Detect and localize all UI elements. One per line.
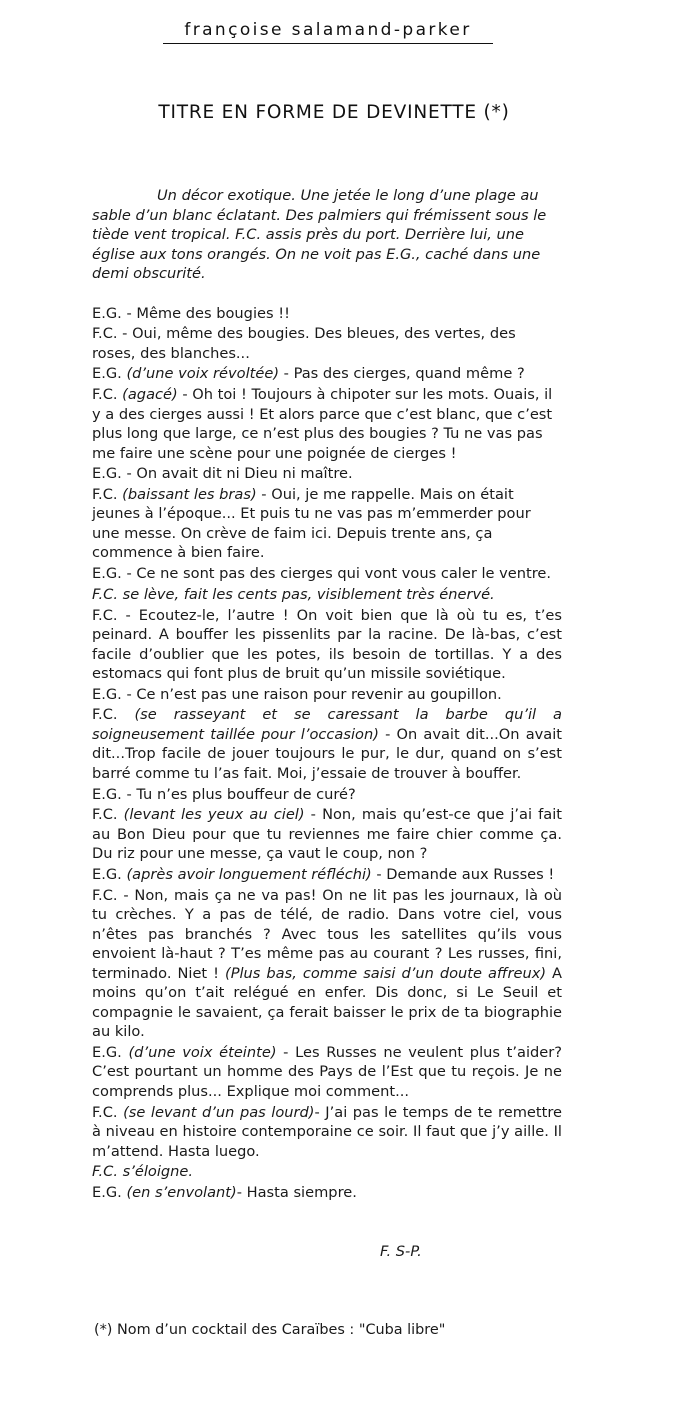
stage-direction-text: F.C. se lève, fait les cents pas, visiblement très énervé. xyxy=(92,585,495,603)
aside: (d’une voix éteinte) xyxy=(128,1043,277,1061)
line-text: - Les Russes ne veulent plus t’aider? C’est pourtant un homme des Pays de l’Est que tu reçois. Je ne comprends plus... Explique moi comment... xyxy=(92,1043,562,1100)
speaker: E.G. xyxy=(92,865,122,883)
page-title: TITRE EN FORME DE DEVINETTE (*) xyxy=(158,102,510,123)
line-text: - Même des bougies !! xyxy=(121,304,290,322)
speaker: E.G. xyxy=(92,1183,122,1201)
dialogue-line xyxy=(92,464,562,484)
line-text: - Hasta siempre. xyxy=(236,1183,357,1201)
line-text: - Ecoutez-le, l’autre ! On voit bien que là où tu es, t’es peinard. A bouffer les pissenlits par la racine. De là-bas, c’est facile d’oublier que les potes, ils besoin de tortillas. Y a des estomacs qui font plus de bruit qu’un missile soviétique. xyxy=(92,606,562,682)
dialogue-line xyxy=(92,564,562,584)
line-text: - Oui, je me rappelle. Mais on était jeunes à l’époque... Et puis tu ne vas pas m’emmerder pour une messe. On crève de faim ici. Depuis trente ans, ça commence à bien faire. xyxy=(92,485,531,562)
line-text: - Non, mais ça ne va pas! On ne lit pas les journaux, là où tu crèches. Y a pas de télé, de radio. Dans votre ciel, vous n’êtes pas branchés ? Avec tous les satellites qu’ils vous envoient là-haut ? T’es même pas au courant ? Les russes, fini, terminado. Niet ! xyxy=(92,886,562,982)
dialogue-line xyxy=(92,865,562,885)
stage-direction-text: F.C. s’éloigne. xyxy=(92,1163,194,1181)
opening-stage-direction xyxy=(92,186,562,284)
speaker: F.C. xyxy=(92,386,118,404)
line-text: - Demande aux Russes ! xyxy=(371,865,555,883)
dialogue-line xyxy=(92,485,562,563)
aside: (se rasseyant et se caressant la barbe qu’il a soigneusement taillée pour l’occasion) xyxy=(92,706,562,743)
aside: (baissant les bras) xyxy=(122,485,257,503)
stage-direction-line xyxy=(92,585,562,605)
speaker: E.G. xyxy=(92,304,122,322)
line-text: - On avait dit ni Dieu ni maître. xyxy=(121,465,353,483)
dialogue-line xyxy=(92,685,562,705)
speaker: E.G. xyxy=(92,685,122,703)
dialogue-line xyxy=(92,785,562,805)
dialogue-line xyxy=(92,886,562,1042)
dialogue-line xyxy=(92,1103,562,1162)
speaker: F.C. xyxy=(92,806,118,824)
dialogue-line xyxy=(92,364,562,384)
aside: (en s’envolant) xyxy=(126,1183,237,1201)
line-text: - J’ai pas le temps de te remettre à niveau en histoire contemporaine ce soir. Il faut que j’y aille. Il m’attend. Hasta luego. xyxy=(92,1103,563,1160)
line-text: - On avait dit...On avait dit...Trop facile de jouer toujours le pur, le dur, quand on s’est barré comme tu l’as fait. Moi, j’essaie de trouver à bouffer. xyxy=(92,725,562,782)
stage-direction-line xyxy=(92,1162,562,1182)
line-text: - Oui, même des bougies. Des bleues, des vertes, des roses, des blanches... xyxy=(92,325,516,362)
dialogue-line xyxy=(92,324,562,363)
line-text: - Pas des cierges, quand même ? xyxy=(279,365,525,383)
speaker: F.C. xyxy=(92,485,118,503)
dialogue-line xyxy=(92,1183,562,1203)
speaker: E.G. xyxy=(92,365,122,383)
dialogue-line xyxy=(92,304,562,324)
line-text: - Ce ne sont pas des cierges qui vont vous caler le ventre. xyxy=(121,565,552,583)
dialogue-line xyxy=(92,705,562,783)
speaker: F.C. xyxy=(92,706,118,724)
speaker: F.C. xyxy=(92,606,118,624)
dialogue-line xyxy=(92,385,562,463)
line-text: - Ce n’est pas une raison pour revenir au goupillon. xyxy=(121,685,502,703)
dialogue-line xyxy=(92,606,562,684)
author-underline xyxy=(163,43,493,44)
play-text xyxy=(92,186,562,1204)
speaker: F.C. xyxy=(92,325,118,343)
speaker: F.C. xyxy=(92,886,118,904)
aside: (agacé) xyxy=(122,386,178,404)
aside: (après avoir longuement réfléchi) xyxy=(126,865,372,883)
author-name: françoise salamand-parker xyxy=(184,20,472,40)
aside: (levant les yeux au ciel) xyxy=(123,806,305,824)
speaker: E.G. xyxy=(92,785,122,803)
line-text: - Non, mais qu’est-ce que j’ai fait au Bon Dieu pour que tu reviennes me faire chier comme ça. Du riz pour une messe, ça vaut le coup, non ? xyxy=(92,806,562,863)
line-text: - Tu n’es plus bouffeur de curé? xyxy=(121,785,356,803)
dialogue-line xyxy=(92,805,562,864)
dialogue xyxy=(92,304,562,1203)
aside: (Plus bas, comme saisi d’un doute affreux) xyxy=(225,964,547,982)
aside: (d’une voix révoltée) xyxy=(126,365,280,383)
speaker: F.C. xyxy=(92,1103,118,1121)
aside: (se levant d’un pas lourd) xyxy=(123,1103,315,1121)
signature: F. S-P. xyxy=(380,1243,422,1260)
speaker: E.G. xyxy=(92,565,122,583)
speaker: E.G. xyxy=(92,1043,122,1061)
footnote: (*) Nom d’un cocktail des Caraïbes : "Cuba libre" xyxy=(94,1322,446,1338)
speaker: E.G. xyxy=(92,465,122,483)
line-text: - Oh toi ! Toujours à chipoter sur les mots. Ouais, il y a des cierges aussi ! Et alors parce que c’est blanc, que c’est plus long que large, ce n’est plus des bougies ? Tu ne vas pas me faire une scène pour une poignée de cierges ! xyxy=(92,386,553,462)
stage-direction-text: Un décor exotique. Une jetée le long d’une plage au sable d’un blanc éclatant. Des palmiers qui frémissent sous le tiède vent tropical. F.C. assis près du port. Derrière lui, une église aux tons orangés. On ne voit pas E.G., caché dans une demi obscurité. xyxy=(92,187,547,282)
line-text: A moins qu’on t’ait relégué en enfer. Dis donc, si Le Seuil et compagnie le savaient, ça ferait baisser le prix de ta biographie au kilo. xyxy=(92,964,563,1041)
dialogue-line xyxy=(92,1043,562,1102)
